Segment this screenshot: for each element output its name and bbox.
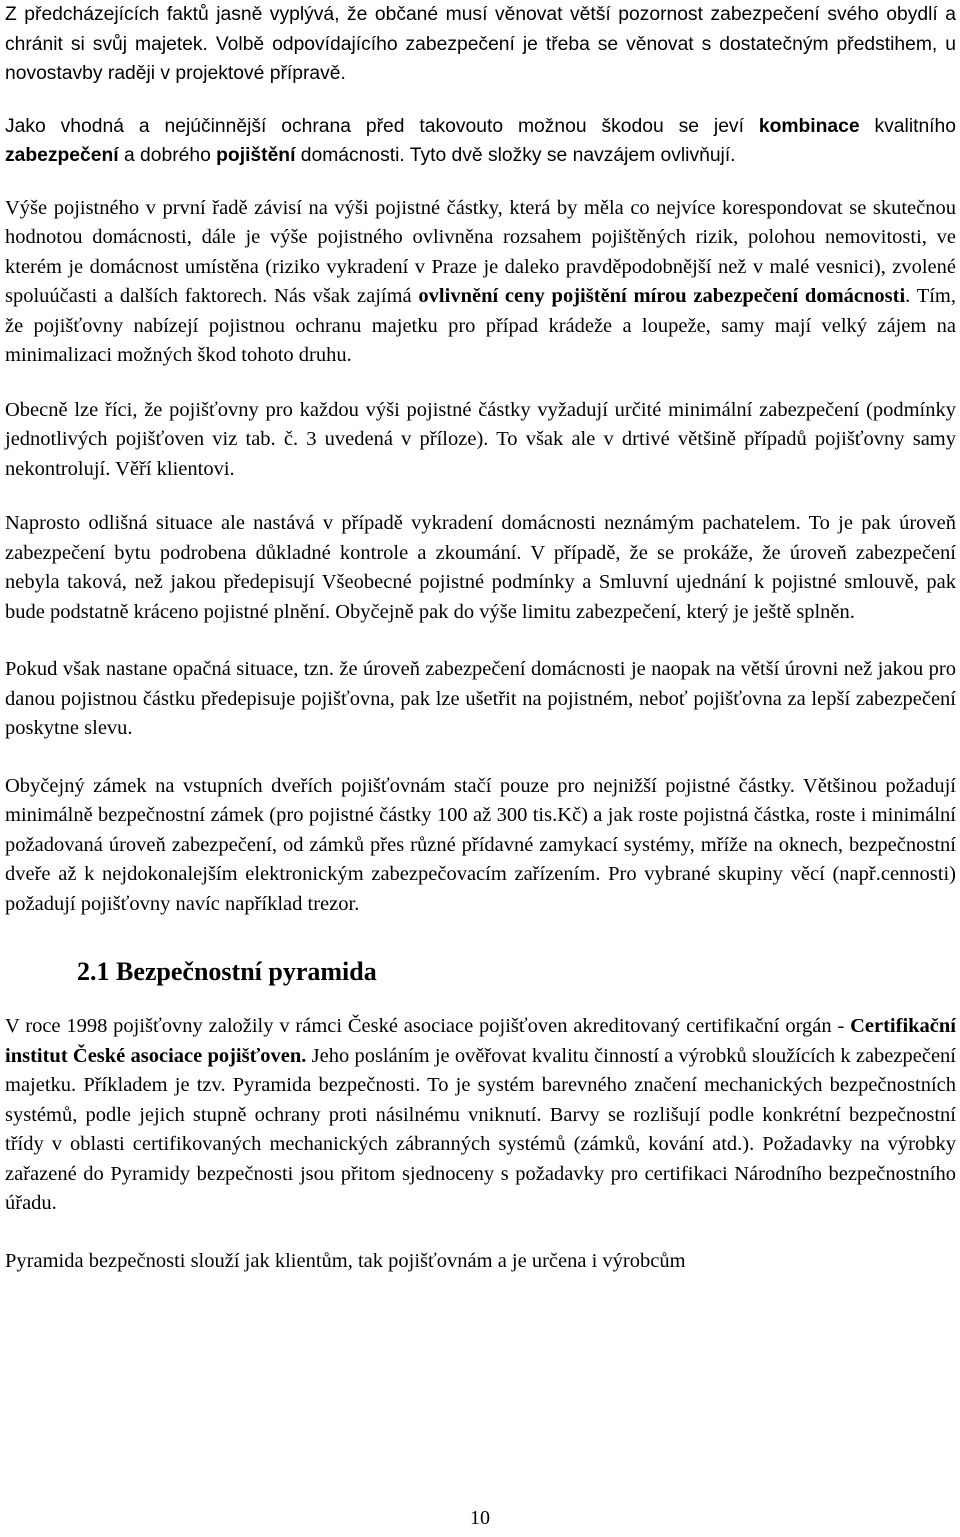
bold-certification-institute: Certifikační institut České asociace pojišťoven.: [5, 1015, 956, 1067]
bold-pojisteni: pojištění: [216, 145, 296, 166]
bold-kombinace: kombinace: [758, 115, 860, 137]
paragraph-premium: Výše pojistného v první řadě závisí na výši pojistné částky, která by měla co nejvíce korespondovat se skutečnou hodnotou domácnosti, dále je výše pojistného ovlivněna rozsahem pojištěných rizik, polohou nemovitosti, ve kterém je domácnost umístěna (riziko vykradení v Praze je daleko pravděpodobnější než v malé vesnici), zvolené spoluúčasti a dalších faktorech. Nás však zajímá ovlivnění ceny pojištění mírou zabezpečení domácnosti. Tím, že pojišťovny nabízejí pojistnou ochranu majetku pro případ krádeže a loupeže, samy mají velký zájem na minimalizaci možných škod tohoto druhu.: [5, 196, 956, 366]
bold-zabezpeceni: zabezpečení: [5, 145, 119, 166]
bold-premium-influence: ovlivnění ceny pojištění mírou zabezpečení domácnosti: [418, 285, 906, 307]
paragraph-intro: Z předcházejících faktů jasně vyplývá, že občané musí věnovat větší pozornost zabezpečení svého obydlí a chránit si svůj majetek. Volbě odpovídajícího zabezpečení je třeba se věnovat s dostatečným předstihem, u novostavby raději v projektové přípravě.: [5, 4, 956, 84]
paragraph-combination: Jako vhodná a nejúčinnější ochrana před takovouto možnou škodou se jeví kombinace kvalitního zabezpečení a dobrého pojištění domácnosti. Tyto dvě složky se navzájem ovlivňují.: [5, 115, 956, 166]
paragraph-certification: V roce 1998 pojišťovny založily v rámci České asociace pojišťoven akreditovaný certifikační orgán - Certifikační institut České asociace pojišťoven. Jeho posláním je ověřovat kvalitu činností a výrobků sloužících k zabezpečení majetku. Příkladem je tzv. Pyramida bezpečnosti. To je systém barevného značení mechanických bezpečnostních systémů, podle jejich stupně ochrany proti násilnému vniknutí. Barvy se rozlišují podle konkrétní bezpečnostní třídy v oblasti certifikovaných mechanických zábranných systémů (zámků, kování atd.). Požadavky na výrobky zařazené do Pyramidy bezpečnosti jsou přitom sjednoceny s požadavky pro certifikaci Národního bezpečnostního úřadu.: [5, 1015, 956, 1214]
paragraph-locks: Obyčejný zámek na vstupních dveřích pojišťovnám stačí pouze pro nejnižší pojistné částky. Většinou požadují minimálně bezpečnostní zámek (pro pojistné částky 100 až 300 tis.Kč) a jak roste pojistná částka, roste i minimální požadovaná úroveň zabezpečení, od zámků přes různé přídavné zamykací systémy, mříže na oknech, bezpečnostní dveře až k nejdokonalejším elektronickým zabezpečovacím zařízením. Pro vybrané skupiny věcí (např.cennosti) požadují pojišťovny navíc například trezor.: [5, 774, 956, 915]
paragraph-minimum-security: Obecně lze říci, že pojišťovny pro každou výši pojistné částky vyžadují určité minimální zabezpečení (podmínky jednotlivých pojišťoven viz tab. č. 3 uvedená v příloze). To však ale v drtivé většině případů pojišťovny samy nekontrolují. Věří klientovi.: [5, 398, 956, 480]
paragraph-burglary: Naprosto odlišná situace ale nastává v případě vykradení domácnosti neznámým pachatelem. To je pak úroveň zabezpečení bytu podrobena důkladné kontrole a zkoumání. V případě, že se prokáže, že úroveň zabezpečení nebyla taková, než jakou předepisují Všeobecné pojistné podmínky a Smluvní ujednání k pojistné smlouvě, pak bude podstatně kráceno pojistné plnění. Obyčejně pak do výše limitu zabezpečení, který je ještě splněn.: [5, 512, 956, 623]
paragraph-pyramid: Pyramida bezpečnosti slouží jak klientům, tak pojišťovnám a je určena i výrobcům: [5, 1249, 686, 1272]
section-heading: 2.1 Bezpečnostní pyramida: [77, 957, 377, 986]
document-page: [5, 0, 956, 1276]
paragraph-discount: Pokud však nastane opačná situace, tzn. že úroveň zabezpečení domácnosti je naopak na větší úrovni než jakou pro danou pojistnou částku předepisuje pojišťovna, pak lze ušetřit na pojistném, neboť pojišťovna za lepší zabezpečení poskytne slevu.: [5, 658, 956, 739]
page-number: 10: [470, 1507, 490, 1529]
